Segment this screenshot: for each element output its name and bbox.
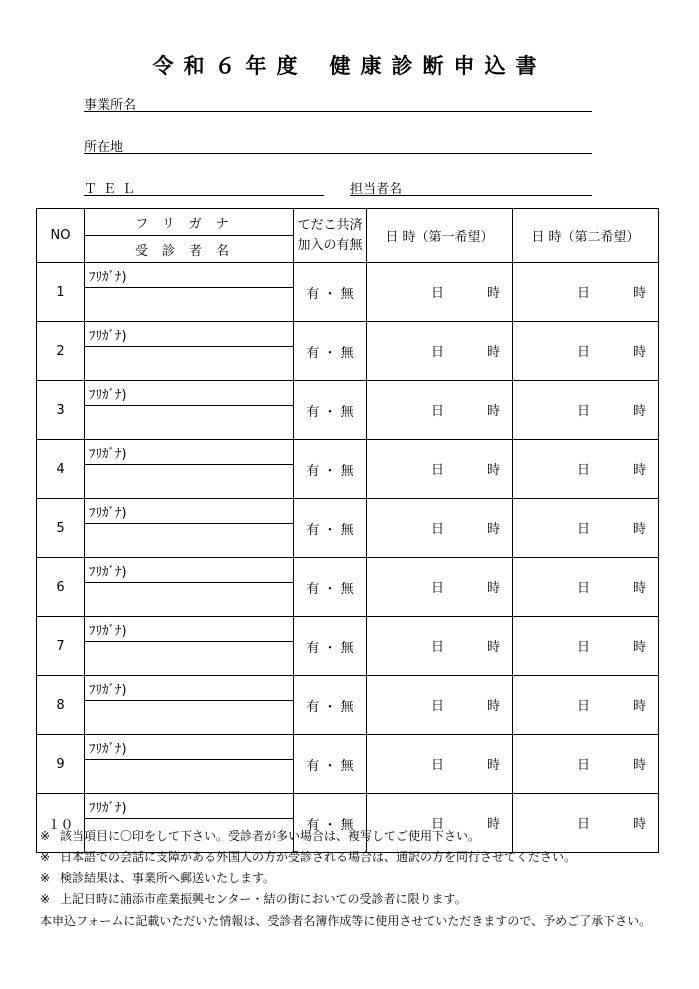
note-mark: ※ [40,892,51,906]
table-row [37,263,659,288]
first-choice-datetime[interactable] [367,322,513,381]
second-choice-day: 日 [577,463,591,478]
furigana-input[interactable]: ﾌﾘｶﾞﾅ) [85,263,294,288]
first-choice-time: 時 [487,522,501,537]
second-choice-datetime[interactable] [513,499,659,558]
header-tedako [294,209,367,263]
examinee-name-input[interactable] [85,465,294,499]
first-choice-time: 時 [487,463,501,478]
tedako-yes-no[interactable]: 有 ・ 無 [294,322,367,381]
first-choice-datetime[interactable] [367,440,513,499]
furigana-input[interactable]: ﾌﾘｶﾞﾅ) [85,440,294,465]
note-text: 上記日時に浦添市産業振興センター・結の街においての受診者に限ります。 [60,892,467,906]
table-row [37,676,659,701]
examinee-name-input[interactable] [85,406,294,440]
first-choice-datetime[interactable] [367,263,513,322]
address-label: 所在地 [84,140,124,155]
second-choice-day: 日 [577,699,591,714]
row-number: １０ [37,794,85,853]
first-choice-time: 時 [487,345,501,360]
tedako-yes-no[interactable]: 有 ・ 無 [294,794,367,853]
note-text: 日本語での会話に支障がある外国人の方が受診される場合は、通訳の方を同行させてください。 [60,850,577,864]
first-choice-day: 日 [431,758,445,773]
second-choice-day: 日 [577,404,591,419]
second-choice-datetime[interactable] [513,617,659,676]
second-choice-time: 時 [633,758,647,773]
row-number: 4 [37,440,85,499]
row-number: 3 [37,381,85,440]
tedako-yes-no[interactable]: 有 ・ 無 [294,558,367,617]
header-examinee: 受診者名 [85,236,294,263]
first-choice-datetime[interactable] [367,381,513,440]
first-choice-day: 日 [431,345,445,360]
first-choice-day: 日 [431,286,445,301]
second-choice-time: 時 [633,699,647,714]
first-choice-time: 時 [487,640,501,655]
first-choice-time: 時 [487,581,501,596]
footer-note: 本申込フォームに記載いただいた情報は、受診者名簿作成等に使用させていただきますので、予めご了承下さい。 [40,914,652,928]
table-row [37,735,659,760]
first-choice-day: 日 [431,817,445,832]
tedako-yes-no[interactable]: 有 ・ 無 [294,440,367,499]
tel-underline [84,195,324,196]
application-table [36,208,659,853]
header-tedako-line2: 加入の有無 [297,237,363,253]
second-choice-day: 日 [577,522,591,537]
second-choice-time: 時 [633,522,647,537]
header-furigana: フリガナ [85,209,294,236]
header-first-choice: 日 時（第一希望） [367,209,513,263]
table-row [37,499,659,524]
tel-label: ＴＥＬ [84,182,142,197]
second-choice-day: 日 [577,345,591,360]
tedako-yes-no[interactable]: 有 ・ 無 [294,735,367,794]
office-name-field[interactable] [84,94,592,112]
tedako-yes-no[interactable]: 有 ・ 無 [294,499,367,558]
note-item [40,826,576,847]
tedako-yes-no[interactable]: 有 ・ 無 [294,263,367,322]
first-choice-datetime[interactable] [367,499,513,558]
tedako-yes-no[interactable]: 有 ・ 無 [294,617,367,676]
person-in-charge-underline [350,195,592,196]
furigana-input[interactable]: ﾌﾘｶﾞﾅ) [85,794,294,819]
furigana-input[interactable]: ﾌﾘｶﾞﾅ) [85,735,294,760]
note-item [40,889,576,910]
second-choice-day: 日 [577,758,591,773]
note-text: 該当項目に〇印をして下さい。受診者が多い場合は、複写してご使用下さい。 [60,829,481,843]
first-choice-time: 時 [487,699,501,714]
table-row [37,381,659,406]
second-choice-time: 時 [633,286,647,301]
second-choice-day: 日 [577,640,591,655]
header-no: NO [37,209,85,263]
second-choice-datetime[interactable] [513,558,659,617]
header-tedako-line1: てだこ共済 [297,217,363,233]
note-mark: ※ [40,871,51,885]
person-in-charge-label: 担当者名 [350,182,403,197]
examinee-name-input[interactable] [85,288,294,322]
person-in-charge-field[interactable] [350,178,592,196]
second-choice-datetime[interactable] [513,440,659,499]
first-choice-day: 日 [431,640,445,655]
furigana-input[interactable]: ﾌﾘｶﾞﾅ) [85,676,294,701]
examinee-name-input[interactable] [85,701,294,735]
second-choice-datetime[interactable] [513,381,659,440]
first-choice-day: 日 [431,463,445,478]
examinee-name-input[interactable] [85,583,294,617]
address-field[interactable] [84,136,592,154]
header-row-1 [37,209,659,236]
examinee-name-input[interactable] [85,524,294,558]
office-name-underline [84,111,592,112]
first-choice-time: 時 [487,404,501,419]
second-choice-time: 時 [633,404,647,419]
title-year: 令和６年度 [152,54,308,78]
furigana-input[interactable]: ﾌﾘｶﾞﾅ) [85,558,294,583]
table-row [37,322,659,347]
first-choice-time: 時 [487,286,501,301]
table-row [37,617,659,642]
furigana-input[interactable]: ﾌﾘｶﾞﾅ) [85,381,294,406]
row-number: 5 [37,499,85,558]
first-choice-day: 日 [431,522,445,537]
note-text: 検診結果は、事業所へ郵送いたします。 [60,871,276,885]
second-choice-datetime[interactable] [513,263,659,322]
second-choice-time: 時 [633,817,647,832]
furigana-input[interactable]: ﾌﾘｶﾞﾅ) [85,617,294,642]
second-choice-datetime[interactable] [513,676,659,735]
first-choice-day: 日 [431,699,445,714]
first-choice-time: 時 [487,758,501,773]
examinee-name-input[interactable] [85,347,294,381]
second-choice-datetime[interactable] [513,322,659,381]
note-item [40,868,576,889]
note-mark: ※ [40,850,51,864]
row-number: 2 [37,322,85,381]
second-choice-time: 時 [633,345,647,360]
first-choice-day: 日 [431,581,445,596]
second-choice-datetime[interactable] [513,735,659,794]
header-second-choice: 日 時（第二希望） [513,209,659,263]
first-choice-datetime[interactable] [367,617,513,676]
note-mark: ※ [40,829,51,843]
second-choice-time: 時 [633,640,647,655]
first-choice-datetime[interactable] [367,735,513,794]
examinee-name-input[interactable] [85,642,294,676]
furigana-input[interactable]: ﾌﾘｶﾞﾅ) [85,499,294,524]
second-choice-day: 日 [577,817,591,832]
row-number: 1 [37,263,85,322]
row-number: 6 [37,558,85,617]
first-choice-datetime[interactable] [367,558,513,617]
address-underline [84,153,592,154]
tel-field[interactable] [84,178,324,196]
tedako-yes-no[interactable]: 有 ・ 無 [294,676,367,735]
title-main: 健康診断申込書 [329,54,547,78]
page-title [0,50,699,80]
row-number: 8 [37,676,85,735]
second-choice-day: 日 [577,581,591,596]
tedako-yes-no[interactable]: 有 ・ 無 [294,381,367,440]
row-number: 7 [37,617,85,676]
first-choice-datetime[interactable] [367,676,513,735]
first-choice-time: 時 [487,817,501,832]
row-number: 9 [37,735,85,794]
examinee-name-input[interactable] [85,760,294,794]
note-item [40,847,576,868]
office-name-label: 事業所名 [84,98,137,113]
table-row [37,794,659,819]
furigana-input[interactable]: ﾌﾘｶﾞﾅ) [85,322,294,347]
table-row [37,440,659,465]
second-choice-time: 時 [633,463,647,478]
second-choice-day: 日 [577,286,591,301]
first-choice-day: 日 [431,404,445,419]
table-row [37,558,659,583]
notes [40,826,576,910]
second-choice-time: 時 [633,581,647,596]
